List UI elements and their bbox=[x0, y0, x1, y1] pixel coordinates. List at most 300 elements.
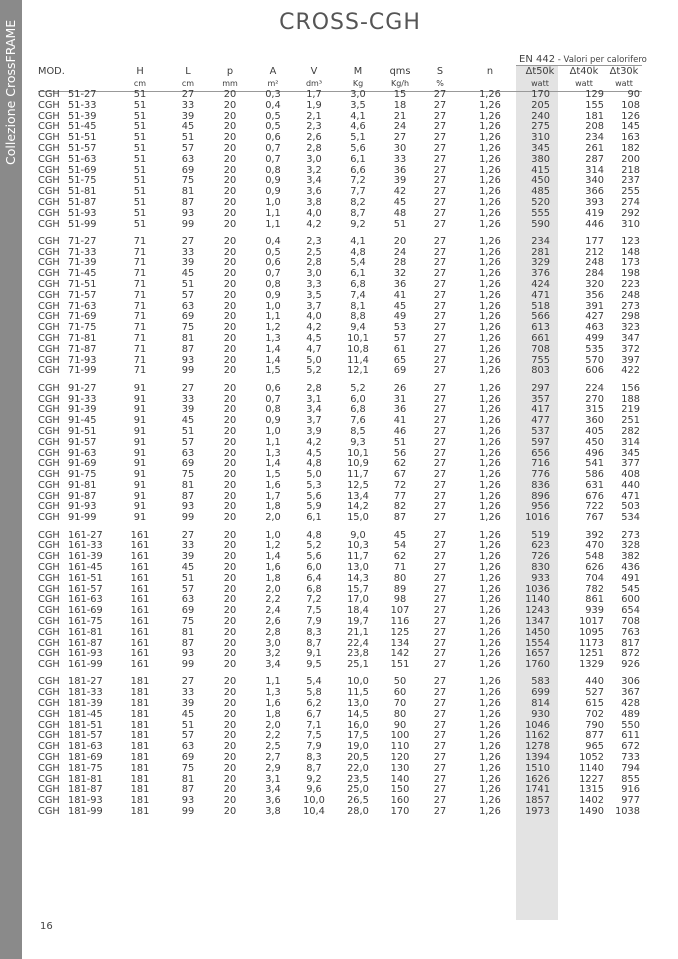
table-cell: 1,26 bbox=[479, 300, 501, 312]
table-cell: 56 bbox=[393, 447, 407, 459]
table-row bbox=[38, 541, 642, 552]
table-cell: 1,26 bbox=[479, 311, 501, 323]
table-cell: 161 bbox=[130, 637, 150, 649]
table-cell: 51 bbox=[133, 196, 147, 208]
table-cell: CGH bbox=[38, 132, 60, 144]
unit-cell: watt bbox=[575, 79, 593, 88]
table-cell: 767 bbox=[585, 512, 604, 524]
table-cell: 5,6 bbox=[350, 142, 366, 154]
table-cell: 181 bbox=[130, 795, 150, 807]
table-row bbox=[38, 574, 642, 585]
table-row bbox=[38, 291, 642, 302]
table-cell: 3,8 bbox=[265, 806, 281, 817]
table-cell: CGH bbox=[38, 490, 60, 502]
table-cell: CGH bbox=[38, 540, 60, 552]
table-cell: 1,26 bbox=[479, 153, 501, 165]
table-cell: 965 bbox=[585, 741, 604, 753]
table-row bbox=[38, 323, 642, 334]
table-cell: 1,26 bbox=[479, 354, 501, 366]
table-cell: 1,7 bbox=[306, 89, 322, 100]
table-cell: 1,26 bbox=[479, 762, 501, 774]
table-cell: 161-57 bbox=[68, 583, 103, 595]
table-cell: 1,26 bbox=[479, 676, 501, 688]
table-cell: 20 bbox=[223, 268, 237, 280]
table-cell: 161 bbox=[130, 659, 150, 671]
table-cell: 161 bbox=[130, 648, 150, 660]
table-cell: 8,5 bbox=[350, 425, 366, 437]
table-cell: 470 bbox=[585, 540, 604, 552]
table-row bbox=[38, 649, 642, 660]
table-cell: 27 bbox=[433, 425, 447, 437]
table-cell: 27 bbox=[433, 132, 447, 144]
table-cell: 27 bbox=[433, 708, 447, 720]
col-header: Δt40k bbox=[569, 66, 599, 77]
table-cell: CGH bbox=[38, 218, 60, 230]
table-cell: 275 bbox=[531, 121, 550, 133]
table-cell: 181-93 bbox=[68, 795, 103, 807]
table-cell: 9,2 bbox=[350, 218, 366, 230]
table-cell: 360 bbox=[585, 415, 604, 427]
table-cell: 33 bbox=[393, 153, 407, 165]
table-cell: 0,6 bbox=[265, 257, 281, 269]
col-header: qms bbox=[389, 66, 411, 77]
table-cell: 428 bbox=[621, 698, 640, 710]
table-cell: 716 bbox=[531, 458, 550, 470]
table-cell: 1,26 bbox=[479, 561, 501, 573]
table-cell: 1,8 bbox=[265, 572, 281, 584]
table-cell: 722 bbox=[585, 501, 604, 513]
table-cell: 62 bbox=[393, 551, 407, 563]
table-cell: 5,9 bbox=[306, 501, 322, 513]
table-row bbox=[38, 302, 642, 313]
table-cell: 1,26 bbox=[479, 289, 501, 301]
table-cell: 90 bbox=[627, 89, 640, 100]
table-cell: CGH bbox=[38, 300, 60, 312]
table-cell: 8,7 bbox=[350, 207, 366, 219]
table-cell: 5,3 bbox=[306, 479, 322, 491]
table-cell: 27 bbox=[433, 300, 447, 312]
table-cell: 51 bbox=[133, 142, 147, 154]
table-cell: 20 bbox=[223, 393, 237, 405]
table-cell: 87 bbox=[181, 784, 195, 796]
table-cell: CGH bbox=[38, 551, 60, 563]
table-cell: 89 bbox=[393, 583, 407, 595]
table-cell: 367 bbox=[621, 687, 640, 699]
table-cell: 51 bbox=[133, 89, 147, 100]
table-cell: 7,2 bbox=[350, 175, 366, 187]
table-cell: 93 bbox=[181, 795, 195, 807]
table-cell: 99 bbox=[181, 218, 195, 230]
table-cell: 5,4 bbox=[350, 257, 366, 269]
table-cell: 20 bbox=[223, 687, 237, 699]
table-cell: 39 bbox=[181, 404, 195, 416]
table-cell: 161 bbox=[130, 551, 150, 563]
table-cell: 27 bbox=[433, 479, 447, 491]
table-cell: 20 bbox=[223, 572, 237, 584]
table-cell: 45 bbox=[181, 121, 195, 133]
table-cell: 27 bbox=[433, 235, 447, 247]
table-cell: 20 bbox=[223, 469, 237, 481]
table-cell: 27 bbox=[433, 806, 447, 817]
table-cell: 20 bbox=[223, 322, 237, 334]
table-cell: 3,7 bbox=[306, 300, 322, 312]
table-cell: 2,8 bbox=[306, 142, 322, 154]
table-cell: 181-63 bbox=[68, 741, 103, 753]
table-cell: 27 bbox=[181, 235, 195, 247]
table-cell: 270 bbox=[585, 393, 604, 405]
table-cell: 0,7 bbox=[265, 268, 281, 280]
table-cell: 356 bbox=[585, 289, 604, 301]
table-cell: CGH bbox=[38, 529, 60, 541]
table-cell: 20 bbox=[223, 175, 237, 187]
table-cell: 91 bbox=[133, 501, 147, 513]
table-cell: 181-27 bbox=[68, 676, 103, 688]
table-cell: 93 bbox=[181, 354, 195, 366]
sidebar-band bbox=[0, 0, 22, 959]
table-cell: 2,5 bbox=[265, 741, 281, 753]
table-cell: 7,5 bbox=[306, 605, 322, 617]
table-cell: 836 bbox=[531, 479, 550, 491]
table-cell: 20 bbox=[223, 741, 237, 753]
table-cell: 51-93 bbox=[68, 207, 97, 219]
table-cell: 71-75 bbox=[68, 322, 97, 334]
table-row bbox=[38, 710, 642, 721]
table-cell: 1315 bbox=[579, 784, 604, 796]
table-cell: 4,0 bbox=[306, 311, 322, 323]
table-cell: 1052 bbox=[579, 752, 604, 764]
table-cell: 10,0 bbox=[347, 676, 369, 688]
table-cell: 151 bbox=[390, 659, 410, 671]
table-cell: 315 bbox=[585, 404, 604, 416]
table-cell: 63 bbox=[181, 153, 195, 165]
table-cell: 704 bbox=[585, 572, 604, 584]
table-cell: 45 bbox=[393, 529, 407, 541]
table-cell: 9,5 bbox=[306, 659, 322, 671]
table-cell: 1,26 bbox=[479, 540, 501, 552]
table-row bbox=[38, 585, 642, 596]
table-cell: 2,2 bbox=[265, 730, 281, 742]
table-cell: 1,26 bbox=[479, 343, 501, 355]
table-cell: 3,6 bbox=[306, 186, 322, 198]
table-cell: 27 bbox=[433, 121, 447, 133]
table-cell: 1,26 bbox=[479, 583, 501, 595]
table-cell: 4,0 bbox=[306, 207, 322, 219]
table-cell: 71 bbox=[133, 354, 147, 366]
table-cell: 240 bbox=[531, 110, 550, 122]
table-cell: 71-87 bbox=[68, 343, 97, 355]
table-cell: 20 bbox=[223, 752, 237, 764]
table-cell: 5,4 bbox=[306, 676, 322, 688]
table-cell: 27 bbox=[433, 594, 447, 606]
table-cell: 51-27 bbox=[68, 89, 97, 100]
table-cell: 2,0 bbox=[265, 719, 281, 731]
table-cell: 20 bbox=[223, 382, 237, 394]
table-cell: 5,8 bbox=[306, 687, 322, 699]
table-cell: 181 bbox=[585, 110, 604, 122]
table-cell: 24 bbox=[393, 121, 407, 133]
table-cell: 1,0 bbox=[265, 425, 281, 437]
table-cell: 4,2 bbox=[306, 322, 322, 334]
table-cell: 27 bbox=[433, 540, 447, 552]
table-cell: 71 bbox=[133, 311, 147, 323]
table-cell: 287 bbox=[585, 153, 604, 165]
table-cell: 27 bbox=[433, 196, 447, 208]
table-cell: 87 bbox=[181, 196, 195, 208]
table-cell: 234 bbox=[531, 235, 550, 247]
table-cell: 123 bbox=[621, 235, 640, 247]
table-cell: 393 bbox=[585, 196, 604, 208]
table-cell: 181-87 bbox=[68, 784, 103, 796]
table-cell: 9,0 bbox=[350, 529, 366, 541]
table-cell: CGH bbox=[38, 142, 60, 154]
table-cell: 814 bbox=[531, 698, 550, 710]
table-cell: 1,26 bbox=[479, 637, 501, 649]
table-cell: CGH bbox=[38, 268, 60, 280]
table-cell: 3,4 bbox=[265, 784, 281, 796]
table-cell: 20 bbox=[223, 132, 237, 144]
table-cell: CGH bbox=[38, 246, 60, 258]
table-cell: 23,8 bbox=[347, 648, 369, 660]
table-cell: 306 bbox=[621, 676, 640, 688]
table-cell: 93 bbox=[181, 207, 195, 219]
table-cell: 27 bbox=[433, 490, 447, 502]
table-cell: 9,2 bbox=[306, 773, 322, 785]
table-cell: 27 bbox=[433, 698, 447, 710]
table-cell: 1,26 bbox=[479, 795, 501, 807]
table-cell: 63 bbox=[181, 300, 195, 312]
table-cell: 372 bbox=[621, 343, 640, 355]
table-cell: 794 bbox=[621, 762, 640, 774]
table-cell: 45 bbox=[181, 415, 195, 427]
table-cell: 1,26 bbox=[479, 648, 501, 660]
table-cell: 1,1 bbox=[265, 676, 281, 688]
table-cell: 20 bbox=[223, 594, 237, 606]
table-cell: 4,2 bbox=[306, 218, 322, 230]
table-cell: 20 bbox=[223, 235, 237, 247]
table-cell: 20 bbox=[223, 626, 237, 638]
table-cell: 27 bbox=[433, 268, 447, 280]
table-cell: 496 bbox=[585, 447, 604, 459]
table-cell: 161-51 bbox=[68, 572, 103, 584]
table-cell: 27 bbox=[433, 561, 447, 573]
table-cell: 4,6 bbox=[350, 121, 366, 133]
table-cell: 590 bbox=[531, 218, 550, 230]
table-cell: 27 bbox=[433, 311, 447, 323]
table-cell: 57 bbox=[181, 583, 195, 595]
unit-cell: watt bbox=[615, 79, 633, 88]
table-cell: 212 bbox=[585, 246, 604, 258]
table-cell: CGH bbox=[38, 279, 60, 291]
table-cell: 161-69 bbox=[68, 605, 103, 617]
table-cell: 161-99 bbox=[68, 659, 103, 671]
table-cell: CGH bbox=[38, 153, 60, 165]
table-cell: 19,7 bbox=[347, 615, 369, 627]
table-cell: 28,0 bbox=[347, 806, 369, 817]
table-cell: 145 bbox=[621, 121, 640, 133]
table-cell: 392 bbox=[585, 529, 604, 541]
table-cell: 1,0 bbox=[265, 529, 281, 541]
table-cell: 31 bbox=[393, 393, 407, 405]
table-cell: CGH bbox=[38, 322, 60, 334]
table-cell: 933 bbox=[531, 572, 550, 584]
table-cell: 896 bbox=[531, 490, 550, 502]
table-cell: 606 bbox=[585, 365, 604, 377]
table-cell: 27 bbox=[433, 175, 447, 187]
table-cell: 1,8 bbox=[265, 501, 281, 513]
table-cell: 6,8 bbox=[306, 583, 322, 595]
table-cell: 320 bbox=[585, 279, 604, 291]
table-cell: 61 bbox=[393, 343, 407, 355]
table-cell: 27 bbox=[433, 343, 447, 355]
table-cell: 1,9 bbox=[306, 99, 322, 111]
table-cell: 27 bbox=[433, 354, 447, 366]
table-cell: 13,0 bbox=[347, 561, 369, 573]
table-cell: 491 bbox=[621, 572, 640, 584]
table-cell: 0,5 bbox=[265, 110, 281, 122]
table-cell: CGH bbox=[38, 626, 60, 638]
en-standard-note bbox=[519, 54, 647, 65]
table-cell: 10,1 bbox=[347, 447, 369, 459]
table-cell: 7,6 bbox=[350, 415, 366, 427]
table-cell: 1,26 bbox=[479, 773, 501, 785]
table-cell: 10,8 bbox=[347, 343, 369, 355]
table-cell: 20 bbox=[223, 246, 237, 258]
table-cell: 281 bbox=[531, 246, 550, 258]
table-cell: 408 bbox=[621, 469, 640, 481]
table-cell: 273 bbox=[621, 300, 640, 312]
table-cell: 181-39 bbox=[68, 698, 103, 710]
table-cell: 1,26 bbox=[479, 551, 501, 563]
table-cell: 1,26 bbox=[479, 469, 501, 481]
table-cell: 3,1 bbox=[265, 773, 281, 785]
table-row bbox=[38, 753, 642, 764]
table-cell: 1173 bbox=[579, 637, 604, 649]
table-cell: 27 bbox=[433, 333, 447, 345]
table-cell: 45 bbox=[181, 561, 195, 573]
table-row bbox=[38, 356, 642, 367]
table-cell: 1,26 bbox=[479, 447, 501, 459]
table-cell: 255 bbox=[621, 186, 640, 198]
table-cell: 1,8 bbox=[265, 708, 281, 720]
table-cell: 161-63 bbox=[68, 594, 103, 606]
table-row bbox=[38, 122, 642, 133]
table-cell: 1,6 bbox=[265, 479, 281, 491]
table-cell: 7,7 bbox=[350, 186, 366, 198]
table-cell: 440 bbox=[621, 479, 640, 491]
table-cell: 181-75 bbox=[68, 762, 103, 774]
table-cell: 391 bbox=[585, 300, 604, 312]
table-cell: 27 bbox=[433, 289, 447, 301]
unit-cell: Kg/h bbox=[390, 79, 410, 88]
table-cell: 27 bbox=[433, 551, 447, 563]
table-cell: 27 bbox=[181, 382, 195, 394]
table-cell: CGH bbox=[38, 479, 60, 491]
table-cell: 499 bbox=[585, 333, 604, 345]
table-cell: 0,7 bbox=[265, 393, 281, 405]
table-cell: 20 bbox=[223, 529, 237, 541]
table-cell: 91-69 bbox=[68, 458, 97, 470]
table-cell: 541 bbox=[585, 458, 604, 470]
table-cell: 20 bbox=[223, 110, 237, 122]
table-cell: 1,26 bbox=[479, 268, 501, 280]
table-cell: 817 bbox=[621, 637, 640, 649]
table-cell: CGH bbox=[38, 687, 60, 699]
table-cell: 181 bbox=[130, 741, 150, 753]
table-cell: 148 bbox=[621, 246, 640, 258]
table-row bbox=[38, 198, 642, 209]
table-cell: 17,5 bbox=[347, 730, 369, 742]
table-cell: 548 bbox=[585, 551, 604, 563]
table-cell: 91-81 bbox=[68, 479, 97, 491]
table-cell: 20 bbox=[223, 479, 237, 491]
table-cell: 27 bbox=[433, 436, 447, 448]
table-cell: CGH bbox=[38, 773, 60, 785]
table-cell: 134 bbox=[390, 637, 410, 649]
table-cell: 81 bbox=[181, 626, 195, 638]
table-cell: 16,0 bbox=[347, 719, 369, 731]
table-cell: 110 bbox=[390, 741, 410, 753]
table-cell: 181 bbox=[130, 806, 150, 817]
table-cell: 51-87 bbox=[68, 196, 97, 208]
table-cell: 15 bbox=[393, 89, 407, 100]
table-cell: 27 bbox=[433, 186, 447, 198]
table-cell: 45 bbox=[393, 300, 407, 312]
table-cell: 600 bbox=[621, 594, 640, 606]
table-cell: 71 bbox=[133, 300, 147, 312]
table-cell: 4,7 bbox=[306, 343, 322, 355]
table-cell: 20 bbox=[223, 186, 237, 198]
table-row bbox=[38, 395, 642, 406]
table-cell: 20 bbox=[223, 218, 237, 230]
table-cell: 1450 bbox=[525, 626, 550, 638]
table-cell: 69 bbox=[181, 311, 195, 323]
table-cell: 27 bbox=[433, 741, 447, 753]
table-cell: 91 bbox=[133, 382, 147, 394]
table-cell: 33 bbox=[181, 393, 195, 405]
table-row bbox=[38, 606, 642, 617]
table-cell: 50 bbox=[393, 676, 407, 688]
table-cell: CGH bbox=[38, 404, 60, 416]
table-cell: 71-27 bbox=[68, 235, 97, 247]
radiator-spec-table bbox=[38, 66, 642, 818]
table-cell: 1,26 bbox=[479, 186, 501, 198]
table-cell: 20 bbox=[223, 795, 237, 807]
table-cell: 2,6 bbox=[306, 132, 322, 144]
table-cell: 830 bbox=[531, 561, 550, 573]
table-row bbox=[38, 405, 642, 416]
table-cell: 5,0 bbox=[306, 354, 322, 366]
table-cell: 273 bbox=[621, 529, 640, 541]
table-cell: 51 bbox=[133, 175, 147, 187]
table-cell: 41 bbox=[393, 415, 407, 427]
unit-cell: cm bbox=[133, 79, 147, 88]
table-cell: 237 bbox=[621, 175, 640, 187]
table-cell: 20 bbox=[223, 676, 237, 688]
table-cell: 1095 bbox=[579, 626, 604, 638]
table-row bbox=[38, 721, 642, 732]
table-cell: 545 bbox=[621, 583, 640, 595]
table-cell: 51 bbox=[133, 99, 147, 111]
table-cell: 345 bbox=[531, 142, 550, 154]
table-cell: 489 bbox=[621, 708, 640, 720]
table-cell: 161-27 bbox=[68, 529, 103, 541]
table-cell: 33 bbox=[181, 540, 195, 552]
table-cell: 803 bbox=[531, 365, 550, 377]
table-cell: 20 bbox=[223, 447, 237, 459]
table-cell: 91-75 bbox=[68, 469, 97, 481]
table-cell: 518 bbox=[531, 300, 550, 312]
table-cell: 181 bbox=[130, 676, 150, 688]
